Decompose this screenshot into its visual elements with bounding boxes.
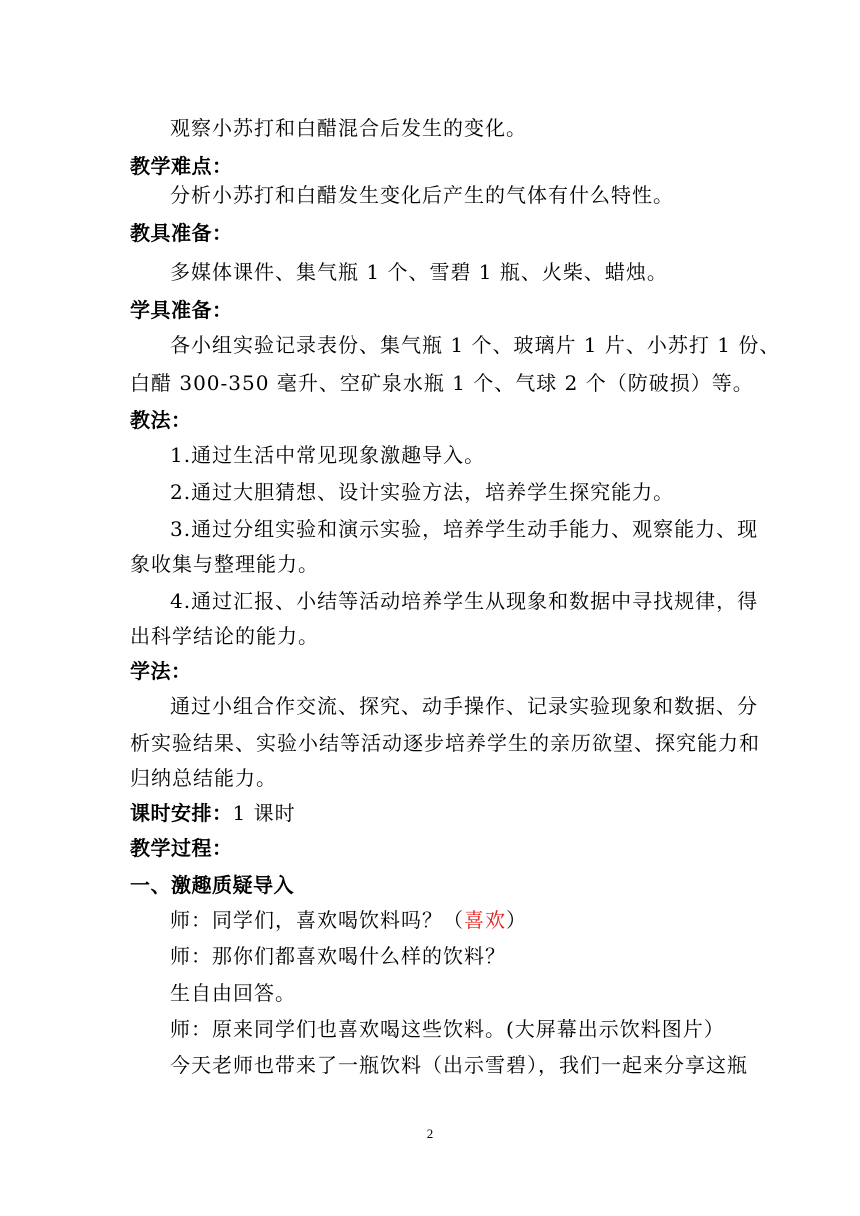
section-heading: 教学难点： [130, 154, 233, 178]
section-heading: 学法： [130, 659, 192, 683]
dialogue-line: 生自由回答。 [170, 981, 296, 1005]
class-hours-line [130, 798, 730, 828]
dialogue-line [170, 905, 730, 935]
paragraph: 分析小苏打和白醋发生变化后产生的气体有什么特性。 [170, 183, 674, 207]
paragraph: 多媒体课件、集气瓶 1 个、雪碧 1 瓶、火柴、蜡烛。 [170, 260, 668, 284]
subsection-heading: 一、激趣质疑导入 [130, 873, 294, 897]
section-heading: 教学过程： [130, 836, 233, 860]
highlighted-answer: 喜欢 [464, 908, 506, 932]
section-heading: 教法： [130, 408, 192, 432]
dialogue-line: 师：那你们都喜欢喝什么样的饮料？ [170, 944, 506, 968]
paragraph: 各小组实验记录表份、集气瓶 1 个、玻璃片 1 片、小苏打 1 份、 [170, 333, 781, 357]
list-item: 4.通过汇报、小结等活动培养学生从现象和数据中寻找规律，得 [170, 589, 759, 613]
page-number: 2 [426, 1126, 434, 1141]
paragraph: 观察小苏打和白醋混合后发生的变化。 [170, 116, 527, 140]
section-heading: 课时安排： [130, 801, 233, 825]
list-item-continued: 出科学结论的能力。 [130, 624, 319, 648]
list-item: 3.通过分组实验和演示实验，培养学生动手能力、观察能力、现 [170, 517, 759, 541]
dialogue-line: 师：原来同学们也喜欢喝这些饮料。(大屏幕出示饮料图片） [170, 1017, 725, 1041]
dialogue-text: 师：同学们，喜欢喝饮料吗？（ [170, 908, 464, 932]
list-item: 2.通过大胆猜想、设计实验方法，培养学生探究能力。 [170, 480, 675, 504]
list-item: 1.通过生活中常见现象激趣导入。 [170, 443, 486, 467]
section-heading: 教具准备： [130, 221, 233, 245]
dialogue-text: ） [506, 908, 527, 932]
paragraph-continued: 析实验结果、实验小结等活动逐步培养学生的亲历欲望、探究能力和 [130, 731, 760, 755]
paragraph-continued: 白醋 300-350 毫升、空矿泉水瓶 1 个、气球 2 个（防破损）等。 [130, 371, 754, 395]
paragraph: 今天老师也带来了一瓶饮料（出示雪碧），我们一起来分享这瓶 [170, 1053, 748, 1077]
class-hours-value: 1 课时 [232, 801, 296, 825]
section-heading: 学具准备： [130, 298, 233, 322]
list-item-continued: 象收集与整理能力。 [130, 552, 319, 576]
paragraph: 通过小组合作交流、探究、动手操作、记录实验现象和数据、分 [170, 694, 758, 718]
paragraph-continued: 归纳总结能力。 [130, 766, 277, 790]
